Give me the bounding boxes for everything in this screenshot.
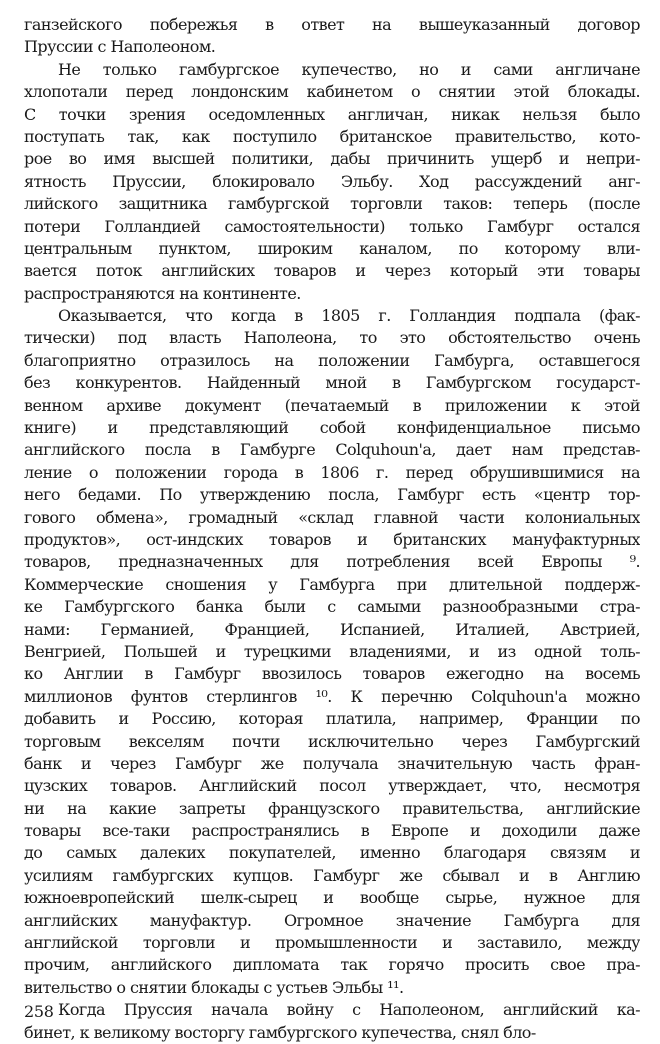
- text-line: банк и через Гамбург же получала значительную часть фран-: [24, 753, 640, 773]
- text-line: добавить и Россию, которая платила, например, Франции по: [24, 709, 640, 729]
- text-line: ни на какие запреты французского правительства, английские: [24, 798, 640, 818]
- text-line: вается поток английских товаров и через который эти товары: [24, 261, 640, 281]
- text-line: товары все-таки распространялись в Европе и доходили даже: [24, 821, 640, 841]
- text-line: потери Голландией самостоятельности) только Гамбург остался: [24, 216, 640, 236]
- text-line: хлопотали перед лондонским кабинетом о снятии этой блокады.: [24, 82, 640, 102]
- text-line: продуктов», ост-индских товаров и британских мануфактурных: [24, 529, 640, 549]
- paragraph: [24, 14, 640, 59]
- text-line: распространяются на континенте.: [24, 283, 301, 303]
- text-line: Оказывается, что когда в 1805 г. Голландия подпала (фак-: [58, 306, 640, 326]
- text-line: лийского защитника гамбургской торговли таков: теперь (после: [24, 194, 640, 214]
- text-line: торговым векселям почти исключительно через Гамбургский: [24, 731, 640, 751]
- text-line: ганзейского побережья в ответ на вышеуказанный договор: [24, 15, 640, 34]
- text-line: тически) под власть Наполеона, то это обстоятельство очень: [24, 328, 640, 348]
- text-line: ке Гамбургского банка были с самыми разнообразными стра-: [24, 597, 640, 617]
- text-line: ятность Пруссии, блокировало Эльбу. Ход рассуждений анг-: [24, 171, 640, 191]
- paragraph: [24, 305, 640, 999]
- text-line: усилиям гамбургских купцов. Гамбург же сбывал и в Англию: [24, 865, 640, 885]
- body-text: [24, 14, 640, 1044]
- text-line: вительство о снятии блокады с устьев Эльбы ¹¹.: [24, 977, 404, 997]
- text-line: цузских товаров. Английский посол утверждает, что, несмотря: [24, 776, 640, 796]
- text-line: английских мануфактур. Огромное значение Гамбурга для: [24, 910, 640, 930]
- text-line: Пруссии с Наполеоном.: [24, 37, 216, 57]
- text-line: нами: Германией, Францией, Испанией, Италией, Австрией,: [24, 619, 640, 639]
- page-number: 258: [24, 1002, 54, 1021]
- text-line: гового обмена», громадный «склад главной части колониальных: [24, 507, 640, 527]
- text-line: книге) и представляющий собой конфиденциальное письмо: [24, 418, 640, 438]
- text-line: товаров, предназначенных для потребления всей Европы ⁹.: [24, 552, 640, 572]
- text-line: ление о положении города в 1806 г. перед обрушившимися на: [24, 462, 640, 482]
- text-line: благоприятно отразилось на положении Гамбурга, оставшегося: [24, 350, 640, 370]
- text-line: поступать так, как поступило британское правительство, кото-: [24, 126, 640, 146]
- text-line: него бедами. По утверждению посла, Гамбург есть «центр тор-: [24, 485, 640, 505]
- text-line: С точки зрения оседомленных англичан, никак нельзя было: [24, 104, 640, 124]
- text-line: центральным пунктом, широким каналом, по которому вли-: [24, 238, 640, 258]
- text-line: Не только гамбургское купечество, но и сами англичане: [58, 59, 640, 79]
- text-line: Венгрией, Польшей и турецкими владениями, и из одной толь-: [24, 641, 640, 661]
- text-line: прочим, английского дипломата так горячо просить свое пра-: [24, 955, 640, 975]
- text-line: английской торговли и промышленности и заставило, между: [24, 933, 640, 953]
- paragraph: [24, 999, 640, 1044]
- text-line: южноевропейский шелк-сырец и вообще сырье, нужное для: [24, 888, 640, 908]
- text-line: бинет, к великому восторгу гамбургского купечества, снял бло-: [24, 1022, 536, 1042]
- text-line: Когда Пруссия начала войну с Наполеоном, английский ка-: [58, 1000, 640, 1020]
- text-line: миллионов фунтов стерлингов ¹⁰. К перечню Colquhoun'a можно: [24, 686, 640, 706]
- text-line: венном архиве документ (печатаемый в приложении к этой: [24, 395, 640, 415]
- paragraph: [24, 59, 640, 305]
- text-line: Коммерческие сношения у Гамбурга при длительной поддерж-: [24, 574, 640, 594]
- text-line: ко Англии в Гамбург ввозилось товаров ежегодно на восемь: [24, 664, 640, 684]
- text-line: без конкурентов. Найденный мной в Гамбургском государст-: [24, 373, 640, 393]
- text-line: рое во имя высшей политики, дабы причинить ущерб и непри-: [24, 149, 640, 169]
- text-line: до самых далеких покупателей, именно благодаря связям и: [24, 843, 640, 863]
- text-line: английского посла в Гамбурге Colquhoun'a, дает нам представ-: [24, 440, 640, 460]
